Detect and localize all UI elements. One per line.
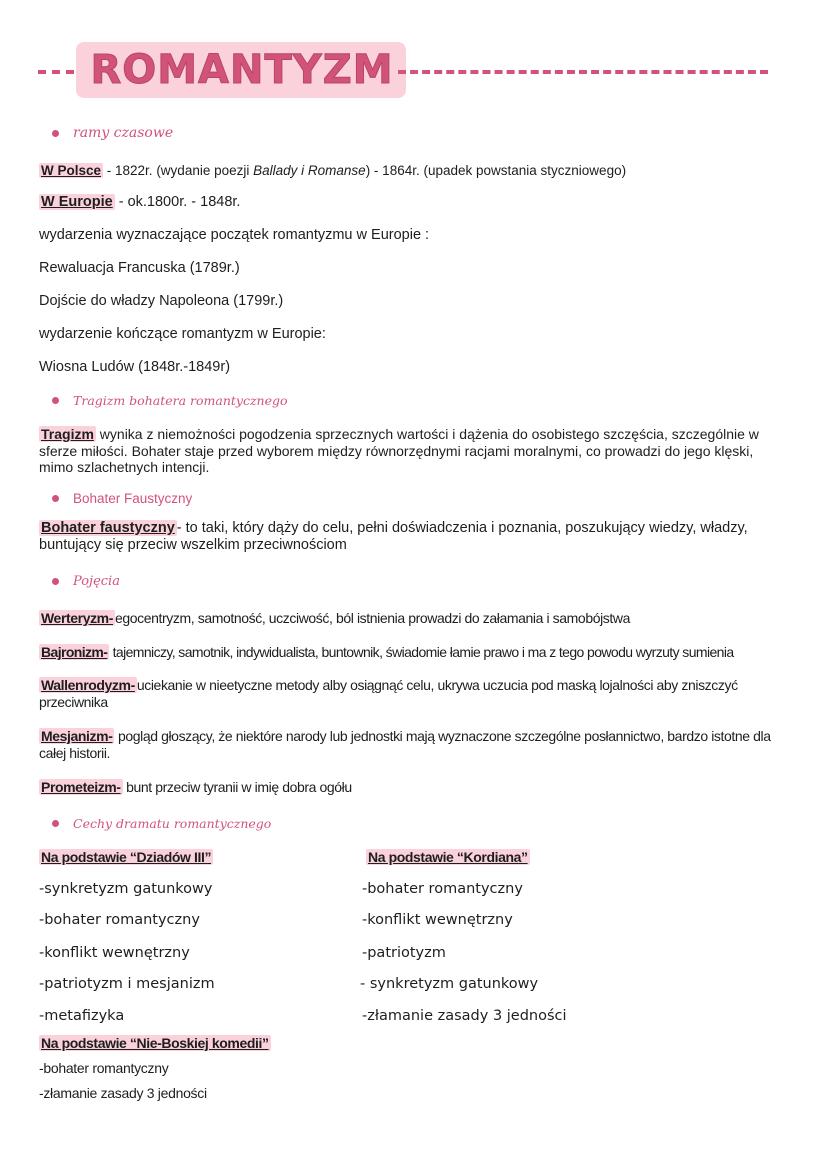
heading-dziady	[39, 849, 213, 866]
text-w-polsce: - 1822r. (wydanie poezji	[103, 163, 254, 178]
section-label-tragizm: Tragizm bohatera romantycznego	[73, 392, 288, 408]
list-item-kordian: -złamanie zasady 3 jedności	[362, 1008, 567, 1024]
line-end-intro: wydarzenie kończące romantyzm w Europie:	[39, 326, 326, 342]
list-item-nieboska: -złamanie zasady 3 jedności	[39, 1085, 207, 1101]
bullet-dot	[52, 495, 59, 502]
section-label-ramy: ramy czasowe	[73, 125, 174, 141]
bullet-pojecia	[52, 571, 120, 591]
bullet-dot	[52, 578, 59, 585]
list-item-kordian: -patriotyzm	[362, 945, 446, 961]
text-prometeizm: bunt przeciw tyranii w imię dobra ogółu	[122, 779, 352, 795]
text-w-europie: - ok.1800r. - 1848r.	[114, 194, 241, 210]
text-w-polsce-2: ) - 1864r. (upadek powstania styczniowego)	[365, 163, 627, 178]
line-bajronizm	[39, 644, 734, 661]
line-start-intro: wydarzenia wyznaczające początek romantyzmu w Europie :	[39, 227, 430, 243]
term-werteryzm: Werteryzm-	[41, 610, 113, 626]
term-tragizm: Tragizm	[41, 426, 94, 442]
list-item-dziady: -synkretyzm gatunkowy	[39, 881, 213, 897]
text-mesjanizm: pogląd głoszący, że niektóre narody lub jednostki mają wyznaczone szczególne posłannictwo, bardzo istotne dla całej historii.	[39, 728, 771, 761]
section-label-cechy: Cechy dramatu romantycznego	[73, 815, 272, 831]
term-wallenrodyzm: Wallenrodyzm-	[41, 677, 135, 693]
list-item-kordian: - synkretyzm gatunkowy	[360, 976, 539, 992]
term-nieboska: Na podstawie “Nie-Boskiej komedii”	[41, 1035, 269, 1051]
title-dash-right	[398, 70, 768, 74]
list-item-dziady: -patriotyzm i mesjanizm	[39, 976, 215, 992]
list-item-dziady: -metafizyka	[39, 1008, 125, 1024]
line-w-europie	[39, 194, 240, 211]
paragraph-wallenrodyzm	[39, 677, 759, 711]
term-mesjanizm: Mesjanizm-	[41, 728, 113, 744]
bullet-tragizm	[52, 390, 288, 410]
line-wiosna: Wiosna Ludów (1848r.-1849r)	[39, 359, 231, 375]
list-item-kordian: -bohater romantyczny	[362, 881, 523, 897]
text-werteryzm: egocentryzm, samotność, uczciwość, ból istnienia prowadzi do załamania i samobójstwa	[115, 610, 630, 626]
paragraph-tragizm	[39, 426, 779, 476]
section-label-pojecia: Pojęcia	[73, 573, 120, 589]
bullet-dot	[52, 820, 59, 827]
line-w-polsce	[39, 162, 626, 179]
term-w-europie: W Europie	[41, 194, 113, 210]
bullet-cechy	[52, 813, 271, 833]
heading-nieboska	[39, 1035, 271, 1052]
term-w-polsce: W Polsce	[41, 163, 102, 178]
bullet-faustyczny	[52, 488, 192, 508]
paragraph-faustyczny	[39, 520, 759, 554]
text-bajronizm: tajemniczy, samotnik, indywidualista, buntownik, świadomie łamie prawo i ma z tego powodu wyrzuty sumienia	[109, 644, 734, 660]
line-prometeizm	[39, 779, 352, 796]
text-wallenrodyzm: uciekanie w nieetyczne metody alby osiągnąć celu, ukrywa uczucia pod maską lojalności aby zniszczyć przeciwnika	[39, 677, 738, 710]
heading-kordian	[366, 849, 530, 866]
page-title: ROMANTYZM	[90, 47, 394, 93]
bullet-dot	[52, 130, 59, 137]
italic-ballady: Ballady i Romanse	[253, 163, 366, 178]
line-werteryzm	[39, 610, 630, 627]
text-tragizm: wynika z niemożności pogodzenia sprzecznych wartości i dążenia do osobistego szczęścia, szczególnie w sferze miłości. Bohater staje przed wyborem między równorzędnymi racjami moralnymi, co prowadzi do jego klęski, mimo szlachetnych intencji.	[39, 426, 759, 475]
list-item-dziady: -bohater romantyczny	[39, 912, 200, 928]
list-item-kordian: -konflikt wewnętrzny	[362, 912, 513, 928]
term-bohater-faustyczny: Bohater faustyczny	[41, 520, 175, 536]
term-dziady: Na podstawie “Dziadów III”	[41, 849, 212, 865]
title-dash-left	[38, 70, 74, 74]
term-bajronizm: Bajronizm-	[41, 644, 108, 660]
line-napoleon: Dojście do władzy Napoleona (1799r.)	[39, 293, 284, 309]
term-kordian: Na podstawie “Kordiana”	[368, 849, 528, 865]
section-label-faustyczny: Bohater Faustyczny	[73, 490, 193, 506]
bullet-dot	[52, 397, 59, 404]
term-prometeizm: Prometeizm-	[41, 779, 121, 795]
paragraph-mesjanizm	[39, 728, 789, 762]
list-item-nieboska: -bohater romantyczny	[39, 1060, 169, 1076]
text-faustyczny: - to taki, który dąży do celu, pełni doświadczenia i poznania, poszukujący wiedzy, władzy, buntujący się przeciw wszelkim przeciwnościom	[39, 520, 748, 553]
line-rewolucja: Rewaluacja Francuska (1789r.)	[39, 260, 240, 276]
list-item-dziady: -konflikt wewnętrzny	[39, 945, 190, 961]
bullet-ramy-czasowe	[52, 123, 173, 143]
